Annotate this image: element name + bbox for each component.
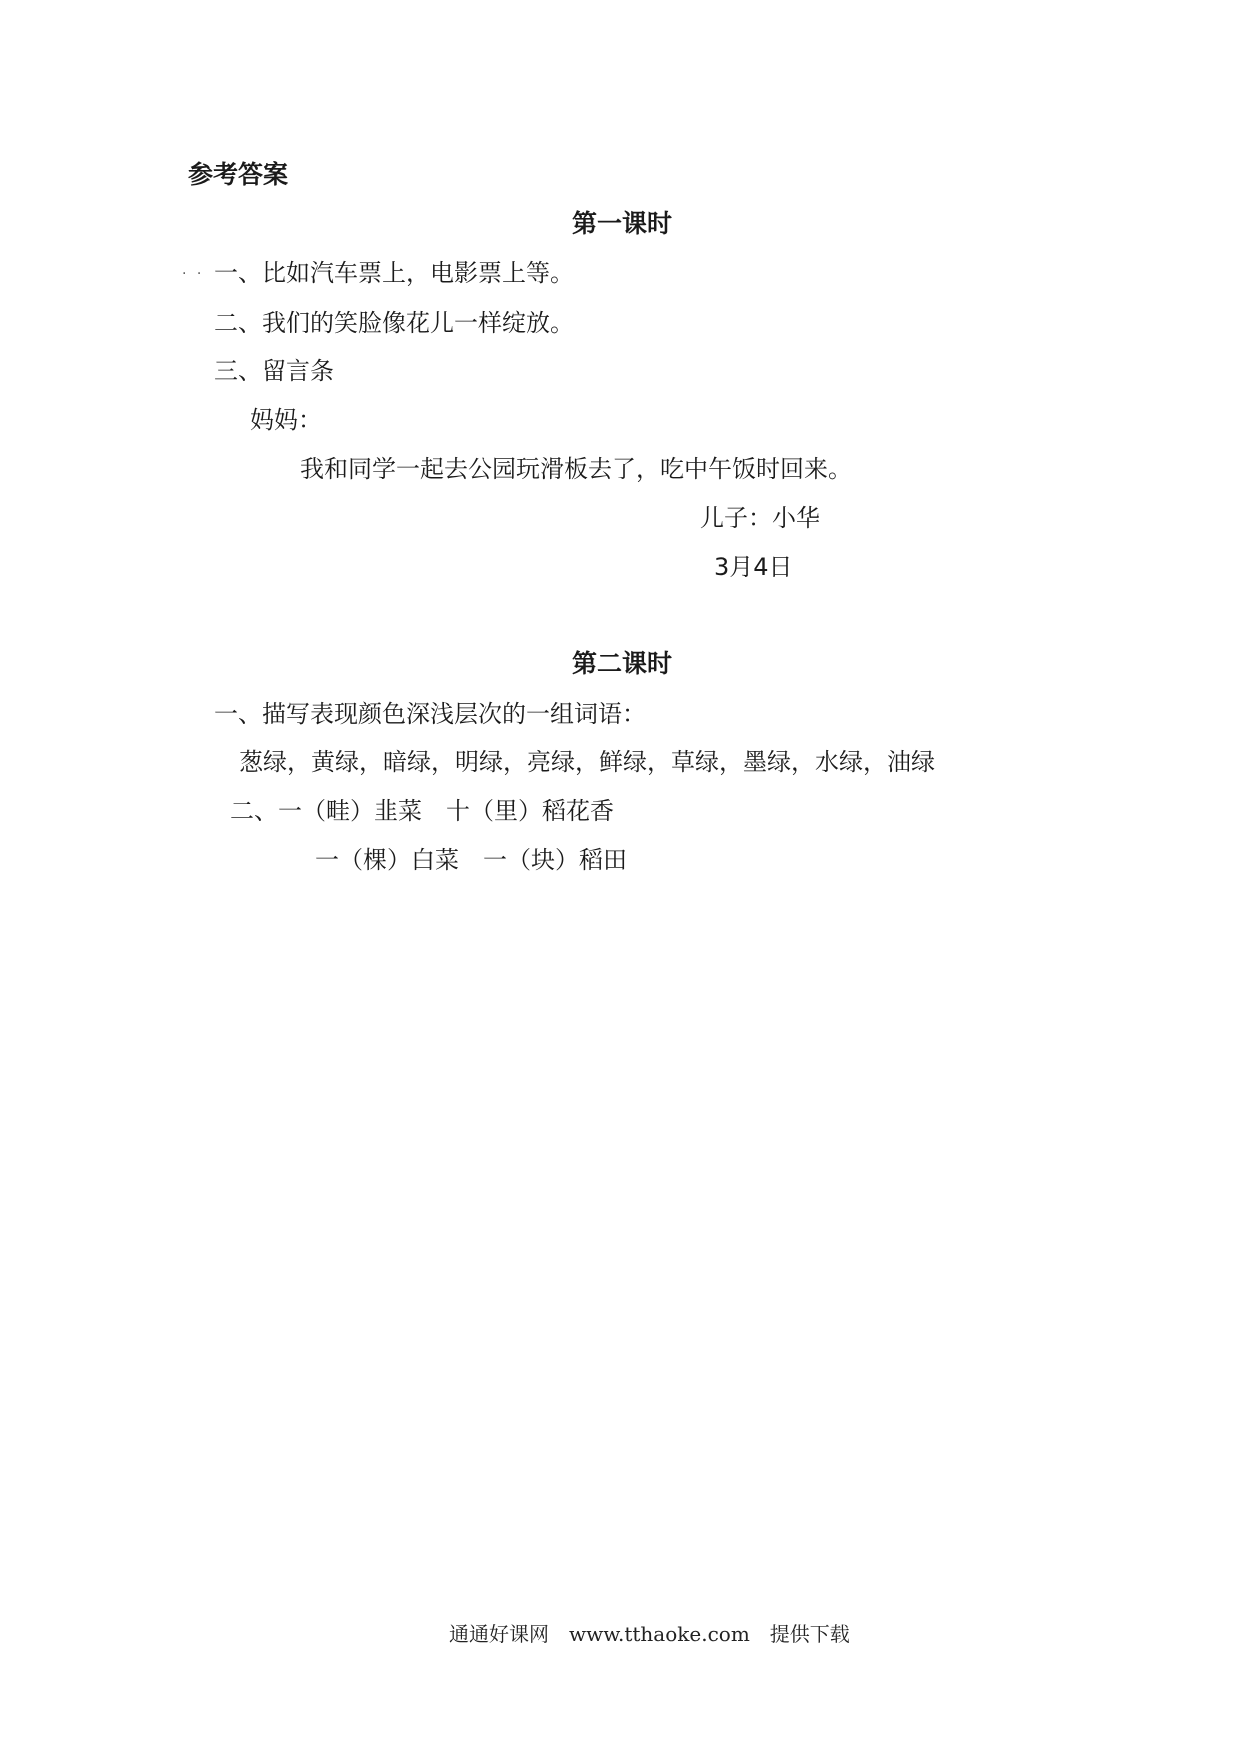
lesson1-item3: 三、留言条 — [214, 357, 334, 385]
lesson2-item1: 一、描写表现颜色深浅层次的一组词语： — [214, 700, 646, 728]
lesson2-item1-words: 葱绿，黄绿，暗绿，明绿，亮绿，鲜绿，草绿，墨绿，水绿，油绿 — [239, 748, 935, 776]
lesson1-heading: 第一课时 — [572, 209, 673, 238]
note-date: 3月4日 — [714, 553, 793, 581]
note-greeting: 妈妈： — [250, 406, 322, 434]
page-title: 参考答案 — [188, 160, 289, 189]
scan-dots: . . — [182, 262, 205, 278]
note-body: 我和同学一起去公园玩滑板去了，吃中午饭时回来。 — [300, 455, 852, 483]
footer-source: 通通好课网 www.tthaoke.com 提供下载 — [449, 1622, 850, 1646]
lesson2-item2-line2: 一（棵）白菜 一（块）稻田 — [315, 846, 627, 874]
lesson1-item2: 二、我们的笑脸像花儿一样绽放。 — [214, 309, 574, 337]
lesson2-item2-line1: 二、一（畦）韭菜 十（里）稻花香 — [230, 797, 614, 825]
lesson2-heading: 第二课时 — [572, 649, 673, 678]
note-signature: 儿子：小华 — [700, 504, 820, 532]
lesson1-item1: 一、比如汽车票上，电影票上等。 — [214, 259, 574, 287]
